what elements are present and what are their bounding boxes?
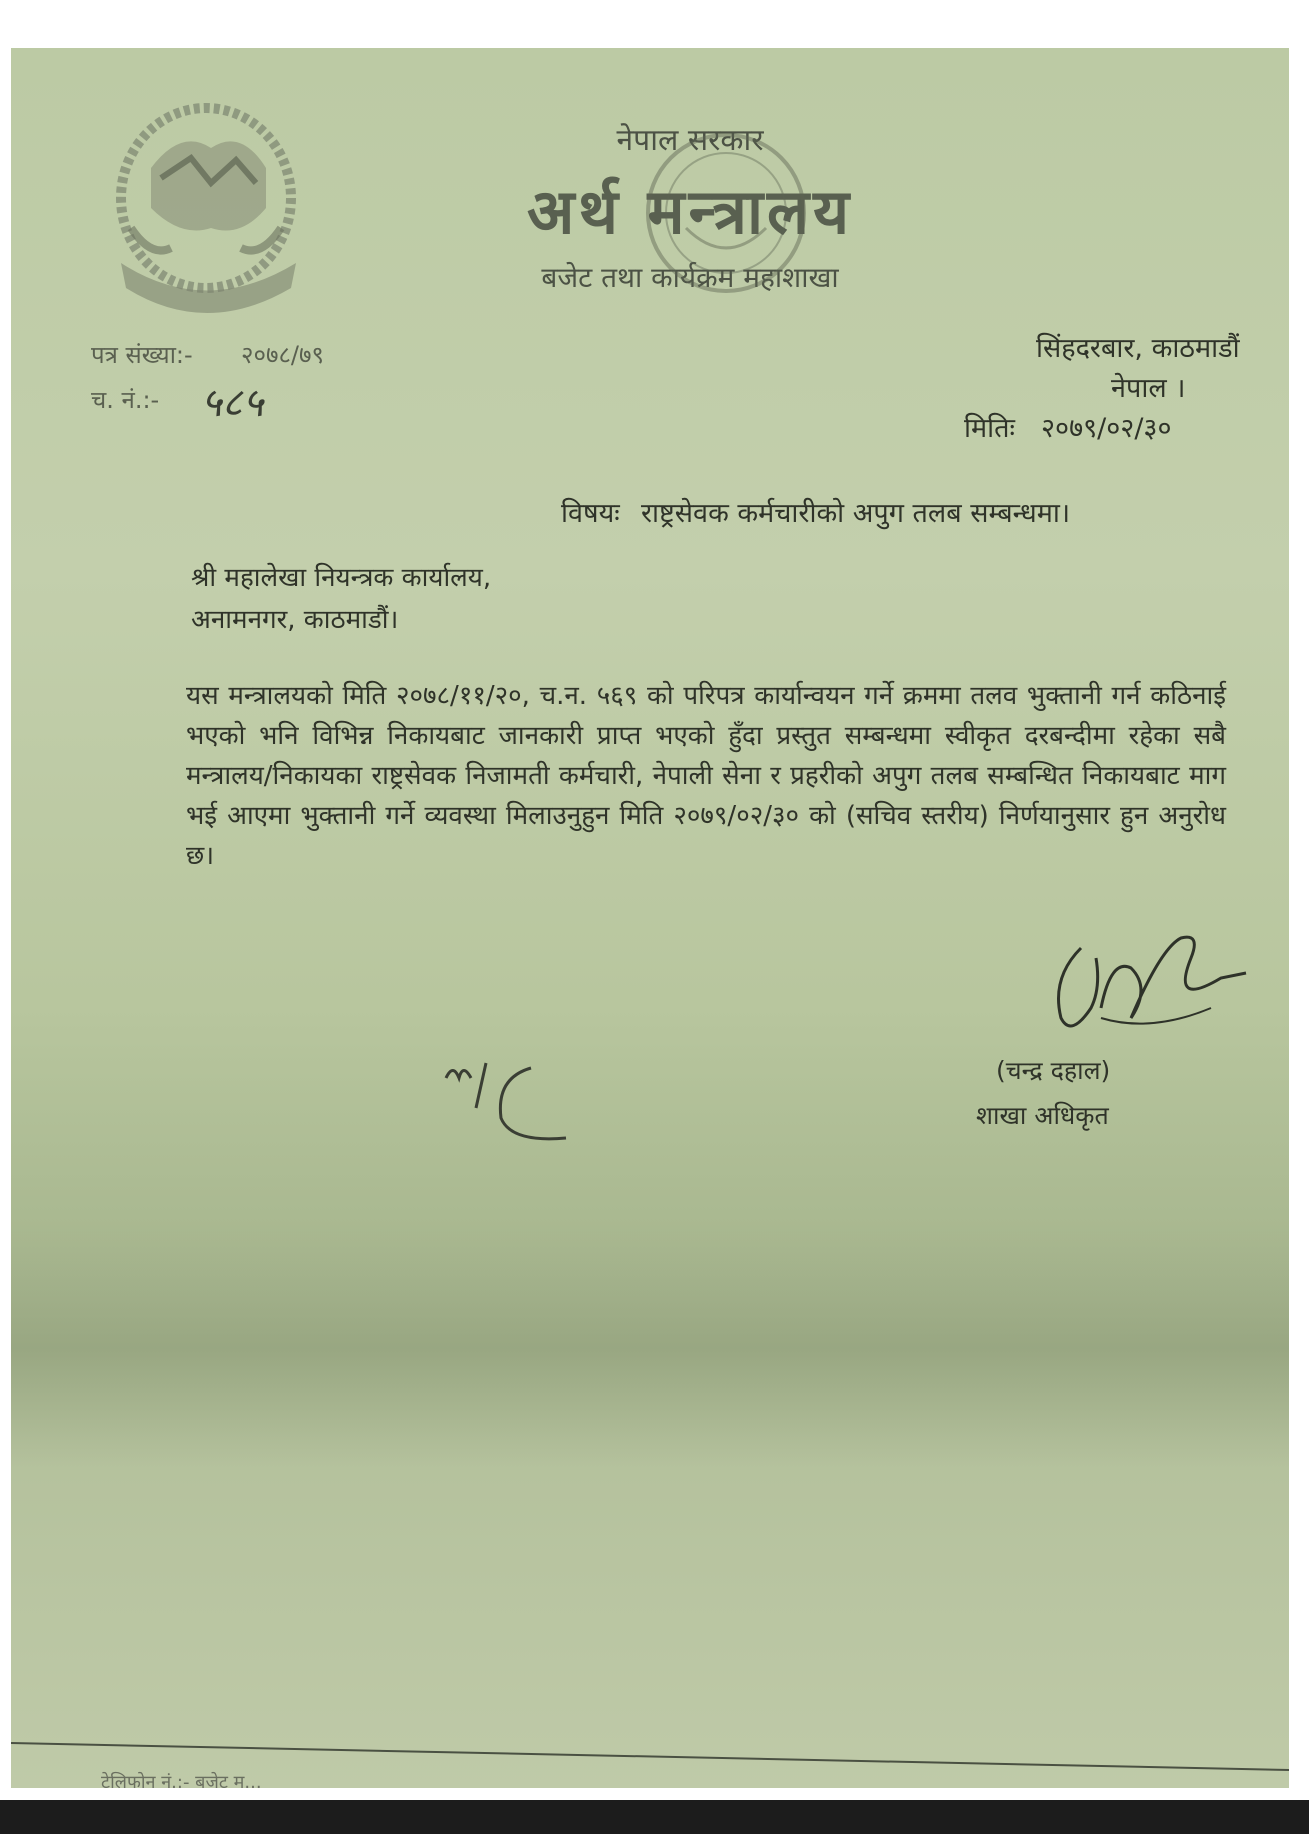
dispatch-number-label: च. नं.:-: [91, 386, 160, 414]
letter-paper: [11, 48, 1289, 1788]
subject-label: विषयः: [561, 498, 620, 529]
handwritten-annotation-mark: [441, 1048, 581, 1148]
recipient-line-2: अनामनगर, काठमाडौं।: [191, 605, 399, 635]
header-branch: बजेट तथा कार्यक्रम महाशाखा: [541, 261, 839, 294]
screen-bottom-bar: [0, 1800, 1309, 1834]
subject-text: राष्ट्रसेवक कर्मचारीको अपुग तलब सम्बन्धमा।: [641, 498, 1071, 529]
handwritten-signature: [1041, 918, 1251, 1058]
header-ministry: अर्थ मन्त्रालय: [526, 175, 854, 248]
date-label: मितिः: [964, 413, 1015, 444]
footer-contact: टेलिफोन नं.:- बजेट म...: [101, 1772, 262, 1788]
address-line-1: सिंहदरबार, काठमाडौं: [1036, 333, 1240, 364]
date-value: २०७९/०२/३०: [1041, 413, 1172, 444]
signatory-name: (चन्द्र दहाल): [996, 1056, 1111, 1085]
dispatch-number-value: ५८५: [201, 380, 264, 426]
letter-number-label: पत्र संख्या:-: [91, 341, 193, 369]
recipient-line-1: श्री महालेखा नियन्त्रक कार्यालय,: [191, 563, 492, 593]
paper-fold-shadow: [11, 1228, 1289, 1468]
office-stamp: [631, 118, 821, 308]
letter-body: यस मन्त्रालयको मिति २०७८/११/२०, च.न. ५६९ को परिपत्र कार्यान्वयन गर्ने क्रममा तलव भुक्तानी गर्न कठिनाई भएको भनि विभिन्न निकायबाट जानकारी प्राप्त भएको हुँदा प्रस्तुत सम्बन्धमा स्वीकृत दरबन्दीमा रहेका सबै मन्त्रालय/निकायका राष्ट्रसेवक निजामती कर्मचारी, नेपाली सेना र प्रहरीको अपुग तलब सम्बन्धित निकायबाट माग भई आएमा भुक्तानी गर्ने व्यवस्था मिलाउनुहुन मिति २०७९/०२/३० को (सचिव स्तरीय) निर्णयानुसार हुन अनुरोध छ।: [186, 681, 1226, 871]
letter-number-value: २०७८/७९: [241, 341, 324, 369]
header-government: नेपाल सरकार: [616, 123, 764, 158]
signatory-title: शाखा अधिकृत: [976, 1101, 1109, 1130]
address-line-2: नेपाल ।: [1111, 373, 1186, 404]
